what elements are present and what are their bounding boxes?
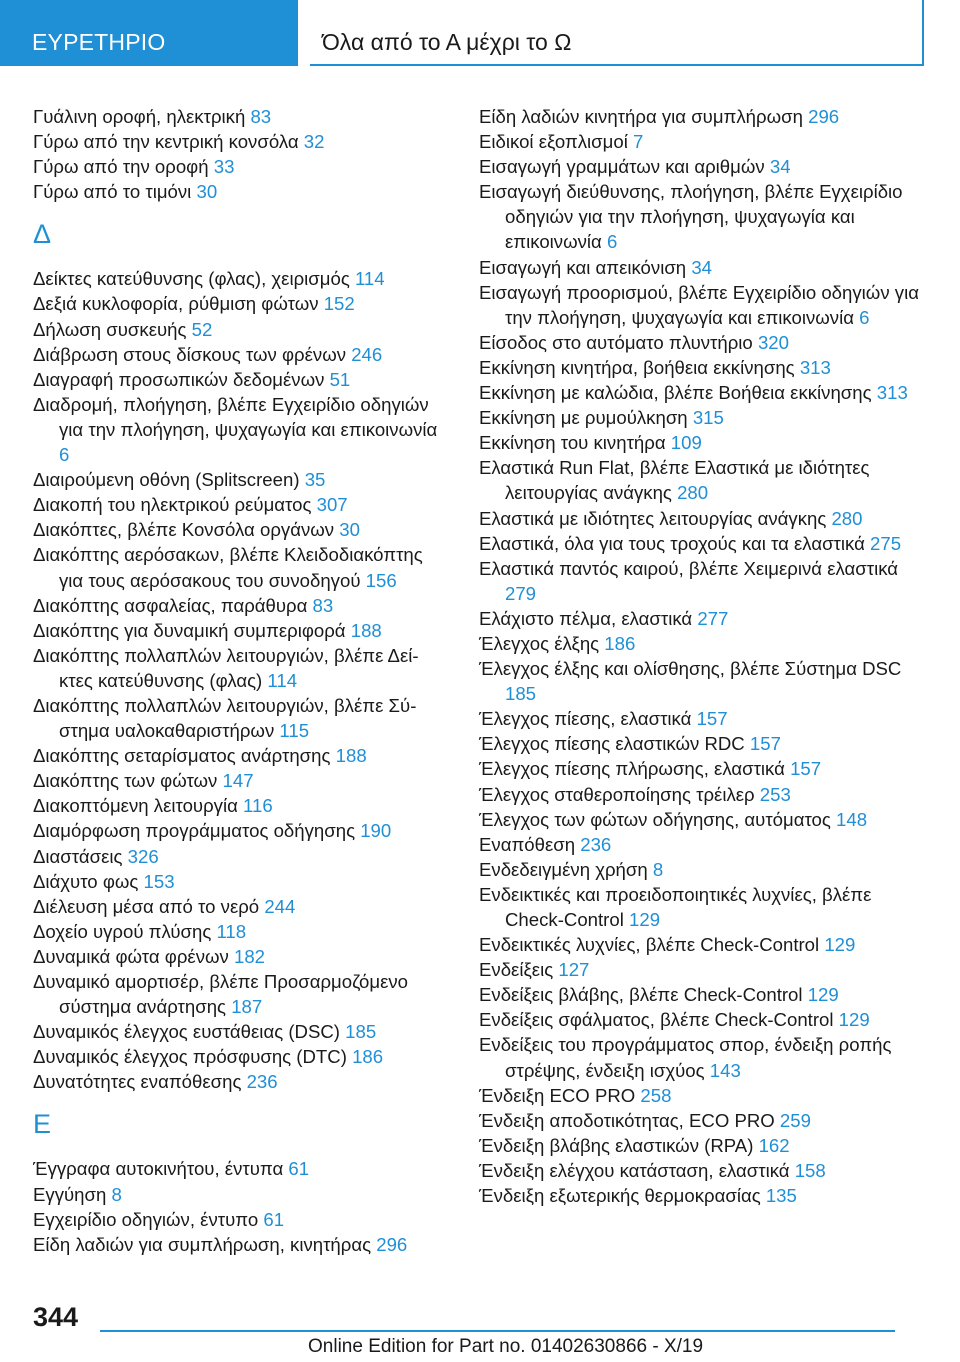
- page-reference-link[interactable]: 148: [836, 808, 868, 830]
- page-reference-link[interactable]: 109: [670, 432, 702, 454]
- index-entry: [33, 768, 443, 793]
- page-reference-link[interactable]: 152: [323, 293, 355, 315]
- index-entry-text: Γυάλινη οροφή, ηλεκτρική: [33, 106, 246, 127]
- index-entry: [33, 793, 443, 818]
- page-reference-link[interactable]: 129: [629, 909, 661, 930]
- page-reference-link[interactable]: 277: [697, 607, 729, 629]
- index-entry: [479, 882, 919, 932]
- index-entry-text: Έλεγχος σταθεροποίησης τρέιλερ: [479, 783, 755, 805]
- page-reference-link[interactable]: 83: [312, 594, 334, 616]
- index-entry: [479, 656, 919, 706]
- index-entry: [33, 154, 443, 179]
- index-entry: [479, 255, 919, 280]
- index-column-left: [33, 104, 443, 1257]
- page-reference-link[interactable]: 116: [243, 795, 273, 817]
- section-tab: ΕΥΡΕΤΗΡΙΟ: [0, 0, 298, 66]
- index-entry: [33, 1232, 443, 1257]
- index-column-right: [479, 104, 919, 1208]
- index-entry: [33, 367, 443, 392]
- page-reference-link[interactable]: 259: [779, 1109, 811, 1131]
- index-entry-text: Δείκτες κατεύθυνσης (φλας), χειρισμός: [33, 268, 350, 290]
- index-entry-text: Έλεγχος πίεσης πλήρωσης, ελαστικά: [479, 758, 785, 780]
- index-entry-text: Εναπόθεση: [479, 833, 576, 855]
- index-entry: [33, 869, 443, 894]
- index-entry-text: Εκκίνηση κινητήρα, βοήθεια εκκίνησης: [479, 356, 795, 378]
- page-reference-link[interactable]: 34: [769, 156, 791, 178]
- page-reference-link[interactable]: 33: [213, 156, 235, 178]
- page-reference-link[interactable]: 185: [505, 683, 537, 705]
- index-letter-heading: Ε: [33, 1109, 52, 1140]
- page-reference-link[interactable]: 279: [505, 582, 537, 604]
- index-entry-text: Εισαγωγή διεύθυνσης, πλοήγηση, βλέπε Εγχειρίδιο οδηγιών για την πλοήγηση, ψυχαγωγία και επικοινωνία: [479, 181, 903, 253]
- page-header: [0, 0, 960, 66]
- page-reference-link[interactable]: 280: [831, 507, 863, 529]
- index-entry-text: Είδη λαδιών κινητήρα για συμπλήρωση: [479, 106, 803, 127]
- index-entry-text: Εκκίνηση με καλώδια, βλέπε Βοήθεια εκκίνησης: [479, 382, 872, 404]
- page-reference-link[interactable]: 127: [558, 959, 590, 981]
- index-entry: [479, 606, 919, 631]
- index-entry-text: Διαιρούμενη οθόνη (Splitscreen): [33, 469, 300, 491]
- page-reference-link[interactable]: 6: [859, 306, 870, 328]
- index-entry: [479, 706, 919, 731]
- index-entry-text: Δυναμικό αμορτισέρ, βλέπε Προσαρμοζόμενο σύστημα ανάρτησης: [33, 971, 409, 1018]
- index-entry: [33, 743, 443, 768]
- index-entry: [33, 179, 443, 204]
- footer-edition-text: Online Edition for Part no. 01402630866 - X/19: [308, 1336, 704, 1357]
- index-entry: [33, 291, 443, 316]
- index-entry: [33, 693, 443, 743]
- index-entry-text: Γύρω από το τιμόνι: [33, 181, 192, 203]
- page-reference-link[interactable]: 157: [749, 733, 781, 755]
- page-reference-link[interactable]: 185: [345, 1021, 377, 1043]
- index-entry: [33, 618, 443, 643]
- page-reference-link[interactable]: 244: [264, 895, 296, 917]
- index-entry-text: Διακόπτης ασφαλείας, παράθυρα: [33, 594, 308, 616]
- page-reference-link[interactable]: 30: [339, 519, 360, 541]
- page-reference-link[interactable]: 190: [360, 820, 392, 842]
- page-reference-link[interactable]: 114: [267, 669, 298, 691]
- index-entry: [479, 857, 919, 882]
- index-entry-text: Διάχυτο φως: [33, 870, 139, 892]
- index-entry-text: Διαμόρφωση προγράμματος οδήγησης: [33, 820, 356, 842]
- index-entry: [33, 517, 443, 542]
- page-reference-link[interactable]: 129: [807, 984, 839, 1006]
- page-reference-link[interactable]: 296: [376, 1233, 408, 1255]
- index-entry-text: Ειδικοί εξοπλισμοί: [479, 131, 628, 153]
- page-reference-link[interactable]: 129: [824, 934, 856, 956]
- page-reference-link[interactable]: 52: [191, 318, 213, 340]
- index-entry: [479, 1032, 919, 1082]
- index-entry: [479, 782, 919, 807]
- page-reference-link[interactable]: 8: [652, 858, 664, 880]
- footer-divider: [100, 1330, 895, 1332]
- page-reference-link[interactable]: 236: [580, 833, 612, 855]
- index-entry: [33, 818, 443, 843]
- index-entry: [33, 1156, 443, 1181]
- index-entry: [33, 969, 443, 1019]
- index-entry-text: Εκκίνηση του κινητήρα: [479, 432, 666, 454]
- index-entry-text: Διέλευση μέσα από το νερό: [33, 895, 260, 917]
- index-entry: [479, 807, 919, 832]
- index-entry: [479, 506, 919, 531]
- index-entry: [33, 129, 443, 154]
- index-entry: [479, 1133, 919, 1158]
- index-entry: [479, 832, 919, 857]
- index-entry-text: Εισαγωγή και απεικόνιση: [479, 256, 687, 278]
- page-reference-link[interactable]: 296: [808, 106, 840, 127]
- index-entry-text: Έλεγχος πίεσης ελαστικών RDC: [479, 733, 745, 755]
- index-entry-text: Έγγραφα αυτοκινήτου, έντυπα: [33, 1158, 284, 1180]
- index-entry: [33, 104, 443, 129]
- page-reference-link[interactable]: 32: [303, 131, 325, 153]
- page-reference-link[interactable]: 8: [111, 1183, 122, 1205]
- index-entry: [33, 266, 443, 291]
- index-entry-text: Ενδεικτικές και προειδοποιητικές λυχνίες, βλέπε Check-Control: [479, 883, 872, 930]
- index-entry-text: Ελαστικά με ιδιότητες λειτουργίας ανάγκης: [479, 507, 827, 529]
- index-entry-text: Ενδείξεις του προγράμματος σπορ, ένδειξη ροπής στρέψης, ένδειξη ισχύος: [479, 1034, 892, 1081]
- page-reference-link[interactable]: 157: [696, 708, 728, 730]
- index-entry-text: Διακόπτης για δυναμική συμπεριφορά: [33, 619, 346, 641]
- page-number: 344: [33, 1302, 79, 1332]
- index-entry: [33, 1019, 443, 1044]
- index-entry: [33, 643, 443, 693]
- index-entry: [479, 982, 919, 1007]
- index-entry: [479, 129, 919, 154]
- index-entry: [479, 731, 919, 756]
- index-entry-text: Δυναμικά φώτα φρένων: [33, 945, 229, 967]
- index-entry-text: Ενδείξεις σφάλματος, βλέπε Check-Control: [479, 1009, 834, 1031]
- index-entry: [479, 280, 919, 330]
- index-entry: [33, 1207, 443, 1232]
- page-reference-link[interactable]: 313: [799, 356, 831, 378]
- index-entry: [479, 556, 919, 606]
- page-reference-link[interactable]: 83: [250, 106, 272, 127]
- page-reference-link[interactable]: 326: [127, 845, 159, 867]
- index-entry-text: Διαστάσεις: [33, 845, 123, 867]
- page-reference-link[interactable]: 135: [765, 1185, 797, 1207]
- index-entry: [479, 1083, 919, 1108]
- page-reference-link[interactable]: 51: [329, 368, 351, 390]
- index-entry-text: Διακοπή του ηλεκτρικού ρεύματος: [33, 494, 312, 516]
- index-entry: [33, 1069, 443, 1094]
- index-entry-text: Δυναμικός έλεγχος πρόσφυσης (DTC): [33, 1046, 347, 1068]
- page-reference-link[interactable]: 320: [757, 331, 789, 353]
- index-entry: [479, 932, 919, 957]
- index-entry: [479, 330, 919, 355]
- page-reference-link[interactable]: 115: [279, 720, 310, 742]
- index-entry-text: Ένδειξη ελέγχου κατάσταση, ελαστικά: [479, 1159, 790, 1181]
- index-entry-text: Είδη λαδιών για συμπλήρωση, κινητήρας: [33, 1233, 372, 1255]
- index-entry: [33, 894, 443, 919]
- index-entry-text: Ενδείξεις: [479, 959, 554, 981]
- page-reference-link[interactable]: 275: [870, 532, 902, 554]
- index-entry: [479, 455, 919, 505]
- page-reference-link[interactable]: 253: [759, 783, 791, 805]
- index-entry: [33, 1044, 443, 1069]
- index-entry-text: Είσοδος στο αυτόματο πλυντήριο: [479, 331, 753, 353]
- page-reference-link[interactable]: 307: [316, 494, 348, 516]
- index-entry: [479, 179, 919, 254]
- page-reference-link[interactable]: 61: [263, 1208, 285, 1230]
- index-entry-text: Διακόπτες, βλέπε Κονσόλα οργάνων: [33, 519, 335, 541]
- index-entry: [33, 392, 443, 467]
- index-entry-text: Διακοπτόμενη λειτουργία: [33, 795, 238, 817]
- page-reference-link[interactable]: 315: [692, 407, 724, 429]
- index-entry: [33, 919, 443, 944]
- index-entry-text: Διακόπτης πολλαπλών λειτουργιών, βλέπε Δείκτες κατεύθυνσης (φλας): [33, 644, 419, 691]
- index-entry-text: Ελαστικά παντός καιρού, βλέπε Χειμερινά ελαστικά: [479, 557, 899, 579]
- index-entry-text: Ελαστικά Run Flat, βλέπε Ελαστικά με ιδιότητες λειτουργίας ανάγκης: [479, 457, 870, 504]
- index-entry: [33, 944, 443, 969]
- index-entry-text: Δοχείο υγρού πλύσης: [33, 920, 212, 942]
- page-reference-link[interactable]: 162: [758, 1134, 790, 1156]
- index-entry-text: Γύρω από την κεντρική κονσόλα: [33, 131, 299, 153]
- page-reference-link[interactable]: 7: [633, 131, 644, 153]
- index-entry-text: Διακόπτης σεταρίσματος ανάρτησης: [33, 745, 331, 767]
- index-entry-text: Διαδρομή, πλοήγηση, βλέπε Εγχειρίδιο οδηγιών για την πλοήγηση, ψυχαγωγία και επικοινωνία: [33, 393, 438, 440]
- page-reference-link[interactable]: 188: [350, 619, 382, 641]
- page-reference-link[interactable]: 118: [216, 920, 247, 942]
- page-reference-link[interactable]: 30: [196, 181, 218, 203]
- index-entry-text: Διακόπτης πολλαπλών λειτουργιών, βλέπε Σύστημα υαλοκαθαριστήρων: [33, 694, 417, 742]
- page-reference-link[interactable]: 156: [365, 569, 397, 591]
- index-entry: [479, 154, 919, 179]
- index-entry-text: Διαγραφή προσωπικών δεδομένων: [33, 368, 325, 390]
- index-entry-text: Διακόπτης των φώτων: [33, 770, 218, 792]
- index-entry-text: Ένδειξη αποδοτικότητας, ECO PRO: [479, 1109, 775, 1131]
- page-reference-link[interactable]: 280: [677, 482, 709, 504]
- page-reference-link[interactable]: 236: [246, 1071, 278, 1093]
- page-reference-link[interactable]: 246: [351, 343, 383, 365]
- index-entry: [33, 1182, 443, 1207]
- index-entry: [479, 405, 919, 430]
- index-entry: [479, 104, 919, 129]
- index-entry-text: Δυναμικός έλεγχος ευστάθειας (DSC): [33, 1021, 340, 1043]
- index-entry-text: Εγγύηση: [33, 1183, 107, 1205]
- index-entry: [33, 342, 443, 367]
- index-entry: [479, 957, 919, 982]
- page-reference-link[interactable]: 6: [59, 444, 70, 466]
- page-reference-link[interactable]: 157: [790, 758, 822, 780]
- index-entry-text: Εισαγωγή γραμμάτων και αριθμών: [479, 156, 765, 178]
- page-reference-link[interactable]: 258: [640, 1084, 672, 1106]
- index-entry-text: Γύρω από την οροφή: [33, 156, 209, 178]
- index-entry: [33, 593, 443, 618]
- page-reference-link[interactable]: 35: [304, 469, 326, 491]
- page-reference-link[interactable]: 114: [354, 268, 385, 290]
- index-entry: [479, 1158, 919, 1183]
- page-reference-link[interactable]: 6: [606, 231, 618, 253]
- index-entry-text: Ελάχιστο πέλμα, ελαστικά: [479, 607, 693, 629]
- page-reference-link[interactable]: 129: [838, 1009, 870, 1031]
- index-entry-text: Εκκίνηση με ρυμούλκηση: [479, 407, 688, 429]
- index-entry-text: Έλεγχος των φώτων οδήγησης, αυτόματος: [479, 808, 831, 830]
- page-reference-link[interactable]: 147: [222, 770, 254, 792]
- index-entry-text: Εγχειρίδιο οδηγιών, έντυπο: [33, 1208, 259, 1230]
- index-entry-text: Εισαγωγή προορισμού, βλέπε Εγχειρίδιο οδηγιών για την πλοήγηση, ψυχαγωγία και επικοινωνία: [479, 281, 919, 328]
- page-reference-link[interactable]: 187: [231, 996, 263, 1018]
- index-entry: [479, 380, 919, 405]
- page-reference-link[interactable]: 143: [709, 1059, 741, 1081]
- index-entry: [479, 756, 919, 781]
- index-entry-text: Ένδειξη βλάβης ελαστικών (RPA): [479, 1134, 754, 1156]
- page-reference-link[interactable]: 313: [876, 382, 908, 404]
- page-reference-link[interactable]: 153: [143, 870, 175, 892]
- page-reference-link[interactable]: 158: [794, 1159, 826, 1181]
- index-entry-text: Ένδειξη ECO PRO: [479, 1084, 636, 1106]
- index-entry-text: Ενδεδειγμένη χρήση: [479, 858, 648, 880]
- page-reference-link[interactable]: 188: [335, 745, 367, 767]
- index-entry-text: Διάβρωση στους δίσκους των φρένων: [33, 343, 347, 365]
- index-entry-text: Ένδειξη εξωτερικής θερμοκρασίας: [479, 1185, 761, 1207]
- index-entry-text: Ενδεικτικές λυχνίες, βλέπε Check-Control: [479, 934, 820, 956]
- index-entry-text: Έλεγχος έλξης και ολίσθησης, βλέπε Σύστημα DSC: [479, 658, 902, 680]
- index-entry: [479, 430, 919, 455]
- index-entry: [479, 631, 919, 656]
- index-entry: [479, 531, 919, 556]
- index-entry-text: Δυνατότητες εναπόθεσης: [33, 1071, 242, 1093]
- page-reference-link[interactable]: 186: [352, 1046, 384, 1068]
- index-entry-text: Ελαστικά, όλα για τους τροχούς και τα ελαστικά: [479, 532, 865, 554]
- index-entry: [479, 1007, 919, 1032]
- index-entry: [33, 317, 443, 342]
- index-entry: [479, 1108, 919, 1133]
- page-reference-link[interactable]: 182: [233, 945, 266, 967]
- index-entry: [33, 844, 443, 869]
- header-title: Όλα από το Α μέχρι το Ω: [310, 0, 924, 66]
- index-letter-heading: Δ: [33, 219, 52, 250]
- index-entry: [33, 492, 443, 517]
- index-entry: [479, 1183, 919, 1208]
- index-entry-text: Δήλωση συσκευής: [33, 318, 187, 340]
- index-entry-text: Ενδείξεις βλάβης, βλέπε Check-Control: [479, 984, 803, 1006]
- index-entry: [33, 467, 443, 492]
- index-entry-text: Διακόπτης αερόσακων, βλέπε Κλειδοδιακόπτης για τους αερόσακους του συνοδηγού: [33, 544, 423, 591]
- page-reference-link[interactable]: 34: [691, 256, 713, 278]
- page-reference-link[interactable]: 186: [604, 632, 636, 654]
- index-entry-text: Έλεγχος πίεσης, ελαστικά: [479, 708, 692, 730]
- page-reference-link[interactable]: 61: [288, 1158, 310, 1180]
- index-entry-text: Δεξιά κυκλοφορία, ρύθμιση φώτων: [33, 293, 319, 315]
- index-entry-text: Έλεγχος έλξης: [479, 632, 600, 654]
- index-entry: [479, 355, 919, 380]
- index-entry: [33, 542, 443, 592]
